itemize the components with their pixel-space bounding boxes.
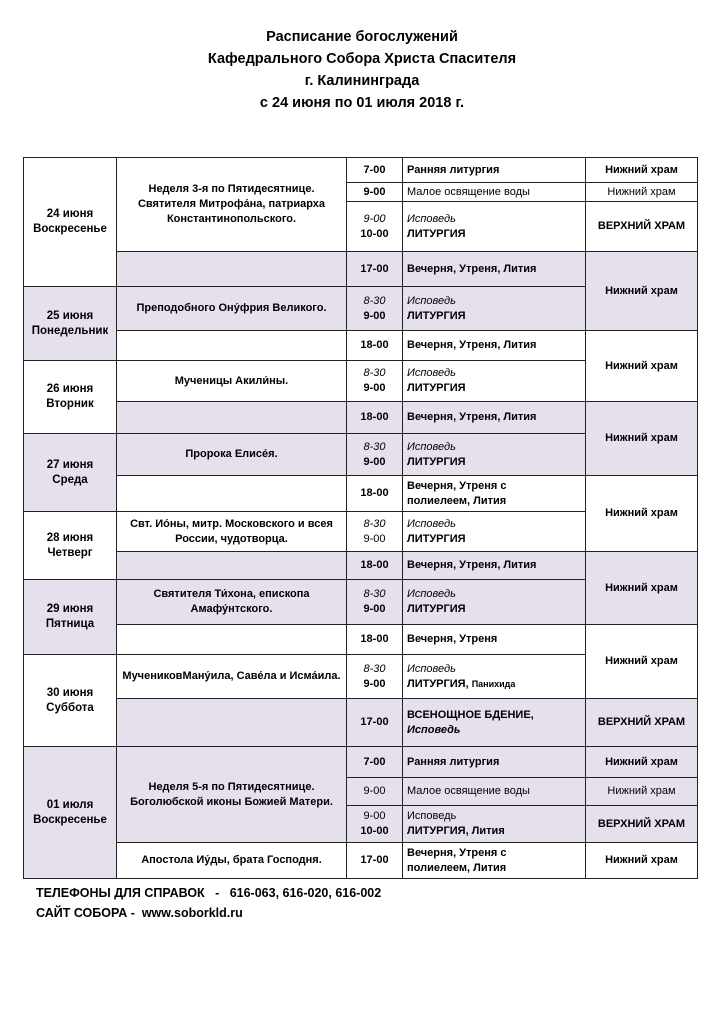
time-cell: 8-30 9-00 <box>347 361 403 402</box>
schedule-table <box>23 157 698 879</box>
phones-line: ТЕЛЕФОНЫ ДЛЯ СПРАВОК - 616-063, 616-020, 616-002 <box>36 886 382 900</box>
day-date: 26 июня <box>46 383 94 395</box>
feast-cell-empty <box>117 331 347 361</box>
day-cell <box>24 580 117 655</box>
feast-cell: Неделя 5-я по Пятидесятнице. Боголюбской иконы Божией Матери. <box>117 747 347 843</box>
service-cell: Вечерня, Утреня с полиелеем, Лития <box>403 476 586 512</box>
table-row <box>24 476 698 512</box>
feast-cell: МучениковМану́ила, Саве́ла и Исма́ила. <box>117 655 347 699</box>
service-cell: Вечерня, Утреня, Лития <box>403 331 586 361</box>
feast-cell: Апостола Иу́ды, брата Господня. <box>117 843 347 879</box>
title-line-3: г. Калининграда <box>304 73 420 89</box>
place-cell: Нижний храм <box>586 843 698 879</box>
service-cell: ВСЕНОЩНОЕ БДЕНИЕ, Исповедь <box>403 699 586 747</box>
time-cell: 18-00 <box>347 331 403 361</box>
feast-cell: Преподобного Ону́фрия Великого. <box>117 287 347 331</box>
feast-cell-empty <box>117 402 347 434</box>
feast-cell: Мученицы Акили́ны. <box>117 361 347 402</box>
service-cell: Исповедь ЛИТУРГИЯ <box>403 434 586 476</box>
day-weekday: Суббота <box>46 701 94 714</box>
time-cell: 8-30 9-00 <box>347 580 403 625</box>
table-row <box>24 158 698 183</box>
feast-cell: Свт. Ио́ны, митр. Московского и всея России, чудотворца. <box>117 512 347 552</box>
day-date: 25 июня <box>46 309 94 322</box>
feast-cell-empty <box>117 699 347 747</box>
place-cell: Нижний храм <box>586 402 698 476</box>
feast-cell-empty <box>117 552 347 580</box>
service-cell: Исповедь ЛИТУРГИЯ <box>403 287 586 331</box>
service-cell: Исповедь ЛИТУРГИЯ <box>403 580 586 625</box>
place-cell: Нижний храм <box>586 158 698 183</box>
time-cell: 9-00 <box>347 183 403 202</box>
time-cell: 18-00 <box>347 476 403 512</box>
table-row <box>24 331 698 361</box>
feast-cell-empty <box>117 625 347 655</box>
time-cell: 8-30 9-00 <box>347 434 403 476</box>
table-row <box>24 402 698 434</box>
place-cell: Нижний храм <box>586 476 698 552</box>
day-cell <box>24 655 117 747</box>
service-cell: Вечерня, Утреня, Лития <box>403 402 586 434</box>
service-cell: Исповедь ЛИТУРГИЯ <box>403 202 586 252</box>
title-line-4: с 24 июня по 01 июля 2018 г. <box>259 95 465 111</box>
service-cell: Исповедь ЛИТУРГИЯ <box>403 361 586 402</box>
time-cell: 17-00 <box>347 252 403 287</box>
service-cell: Ранняя литургия <box>403 158 586 183</box>
time-cell: 9-00 10-00 <box>347 806 403 843</box>
service-cell: Вечерня, Утреня, Лития <box>403 252 586 287</box>
table-row <box>24 252 698 287</box>
day-weekday: Четверг <box>47 546 93 559</box>
time-cell: 9-00 <box>347 778 403 806</box>
day-cell <box>24 361 117 434</box>
table-row <box>24 699 698 747</box>
time-cell: 18-00 <box>347 402 403 434</box>
time-cell: 17-00 <box>347 843 403 879</box>
time-cell: 8-30 9-00 <box>347 655 403 699</box>
day-date: 27 июня <box>46 458 94 471</box>
day-weekday: Воскресенье <box>33 813 107 826</box>
time-cell: 7-00 <box>347 158 403 183</box>
place-cell: ВЕРХНИЙ ХРАМ <box>586 202 698 252</box>
place-cell: ВЕРХНИЙ ХРАМ <box>586 806 698 843</box>
time-cell: 9-00 10-00 <box>347 202 403 252</box>
service-cell: Исповедь ЛИТУРГИЯ <box>403 512 586 552</box>
day-weekday: Среда <box>52 473 88 486</box>
feast-cell: Святителя Ти́хона, епископа Амафу́нтского. <box>117 580 347 625</box>
service-cell: Ранняя литургия <box>403 747 586 778</box>
place-cell: Нижний храм <box>586 331 698 402</box>
day-cell <box>24 158 117 287</box>
day-cell <box>24 434 117 512</box>
service-cell: Вечерня, Утреня с полиелеем, Лития <box>403 843 586 879</box>
day-weekday: Вторник <box>46 398 94 410</box>
time-cell: 8-30 9-00 <box>347 512 403 552</box>
day-cell <box>24 747 117 879</box>
time-cell: 18-00 <box>347 625 403 655</box>
table-row <box>24 747 698 778</box>
service-cell: Вечерня, Утреня <box>403 625 586 655</box>
day-date: 28 июня <box>46 531 94 544</box>
feast-cell-empty <box>117 476 347 512</box>
day-weekday: Воскресенье <box>33 223 107 235</box>
time-cell: 7-00 <box>347 747 403 778</box>
day-date: 30 июня <box>46 686 94 699</box>
place-cell: Нижний храм <box>586 552 698 625</box>
title-line-2: Кафедрального Собора Христа Спасителя <box>207 51 517 67</box>
day-date: 29 июня <box>46 603 94 615</box>
time-cell: 8-30 9-00 <box>347 287 403 331</box>
feast-cell: Неделя 3-я по Пятидесятнице. Святителя Митрофа́на, патриарха Константинопольского. <box>117 158 347 252</box>
place-cell: Нижний храм <box>586 747 698 778</box>
day-weekday: Пятница <box>45 618 95 630</box>
day-cell <box>24 287 117 361</box>
table-row <box>24 843 698 879</box>
day-date: 01 июля <box>46 798 94 811</box>
place-cell: Нижний храм <box>586 183 698 202</box>
footer <box>36 883 381 923</box>
table-row <box>24 552 698 580</box>
day-cell <box>24 512 117 580</box>
service-cell: Исповедь ЛИТУРГИЯ, Лития <box>403 806 586 843</box>
day-date: 24 июня <box>46 208 94 220</box>
day-weekday: Понедельник <box>31 324 109 337</box>
time-cell: 18-00 <box>347 552 403 580</box>
service-cell: Исповедь ЛИТУРГИЯ, Панихида <box>403 655 586 699</box>
site-line: САЙТ СОБОРА - www.soborkld.ru <box>36 906 243 920</box>
feast-cell-empty <box>117 252 347 287</box>
service-cell: Вечерня, Утреня, Лития <box>403 552 586 580</box>
place-cell: ВЕРХНИЙ ХРАМ <box>586 699 698 747</box>
place-cell: Нижний храм <box>586 625 698 699</box>
place-cell: Нижний храм <box>586 778 698 806</box>
table-row <box>24 625 698 655</box>
service-cell: Малое освящение воды <box>403 778 586 806</box>
service-cell: Малое освящение воды <box>403 183 586 202</box>
feast-cell: Пророка Елисе́я. <box>117 434 347 476</box>
time-cell: 17-00 <box>347 699 403 747</box>
place-cell: Нижний храм <box>586 252 698 331</box>
title-line-1: Расписание богослужений <box>266 29 458 45</box>
document-title <box>0 26 724 114</box>
